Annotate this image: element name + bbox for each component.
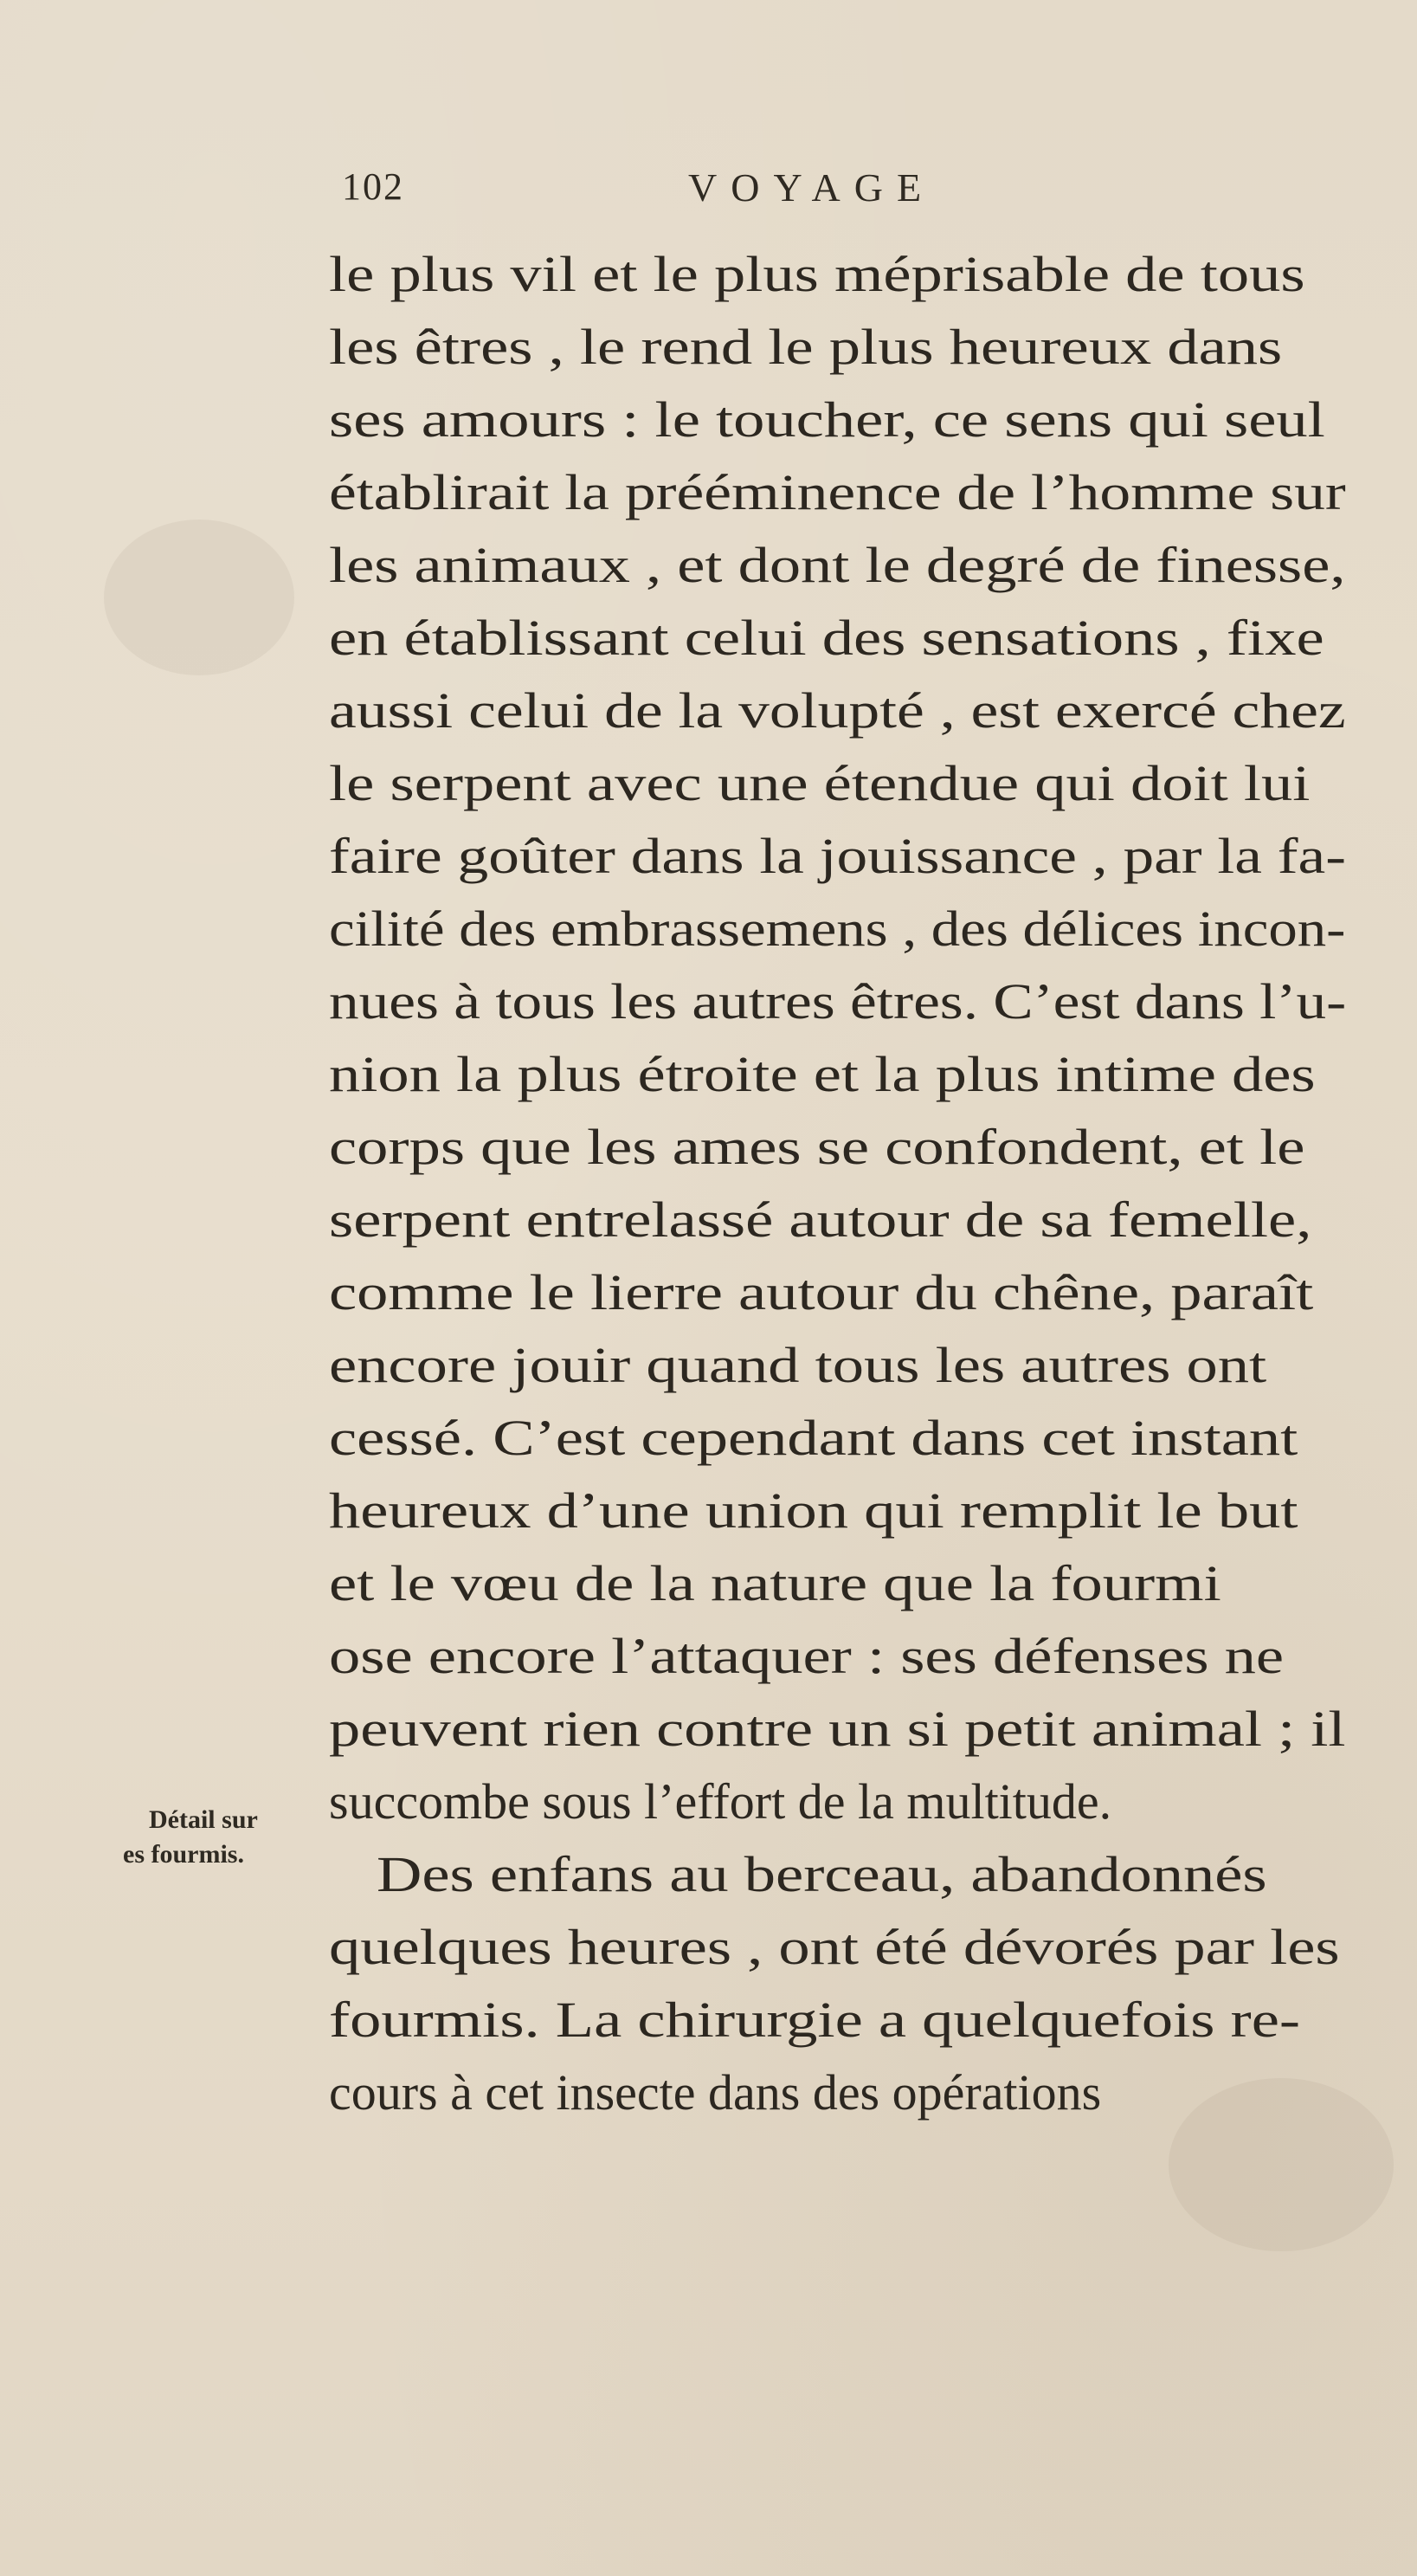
text-line: heureux d’une union qui remplit le but (329, 1482, 1298, 1539)
text-line: ose encore l’attaquer : ses défenses ne (329, 1628, 1285, 1684)
running-title: VOYAGE (688, 165, 936, 210)
text-line: les êtres , le rend le plus heureux dans (329, 319, 1283, 375)
text-line: peuvent rien contre un si petit animal ; il (329, 1701, 1346, 1757)
text-line: aussi celui de la volupté , est exercé chez (329, 682, 1346, 739)
text-line: et le vœu de la nature que la fourmi (329, 1555, 1221, 1611)
paper-stain (104, 520, 294, 675)
text-line: le serpent avec une étendue qui doit lui (329, 755, 1311, 811)
text-line: nion la plus étroite et la plus intime des (329, 1046, 1316, 1102)
text-line: encore jouir quand tous les autres ont (329, 1337, 1267, 1393)
text-line: fourmis. La chirurgie a quelquefois re- (329, 1992, 1301, 2048)
text-line: nues à tous les autres êtres. C’est dans l’u- (329, 973, 1347, 1030)
paragraph-first-line: Des enfans au berceau, abandonnés (377, 1846, 1267, 1902)
text-line: cilité des embrassemens , des délices incon- (329, 901, 1346, 957)
text-line: ses amours : le toucher, ce sens qui seul (329, 391, 1325, 448)
paper-stain (1169, 2078, 1394, 2251)
page-header (0, 165, 1417, 216)
margin-note-line-1: Détail sur (149, 1805, 258, 1834)
text-line: établirait la prééminence de l’homme sur (329, 464, 1346, 520)
text-line: corps que les ames se confondent, et le (329, 1119, 1305, 1175)
text-line: succombe sous l’effort de la multitude. (329, 1773, 1112, 1830)
text-line: comme le lierre autour du chêne, paraît (329, 1264, 1314, 1320)
text-line: quelques heures , ont été dévorés par les (329, 1919, 1340, 1975)
text-line: faire goûter dans la jouissance , par la fa- (329, 828, 1346, 884)
text-line: cessé. C’est cependant dans cet instant (329, 1410, 1298, 1466)
text-line: cours à cet insecte dans des opérations (329, 2064, 1102, 2121)
text-line: en établissant celui des sensations , fixe (329, 610, 1324, 666)
margin-note-line-2: es fourmis. (123, 1840, 244, 1869)
page-number: 102 (342, 165, 404, 208)
text-line: les animaux , et dont le degré de finesse, (329, 537, 1346, 593)
text-line: le plus vil et le plus méprisable de tous (329, 246, 1305, 302)
text-line: serpent entrelassé autour de sa femelle, (329, 1191, 1312, 1248)
